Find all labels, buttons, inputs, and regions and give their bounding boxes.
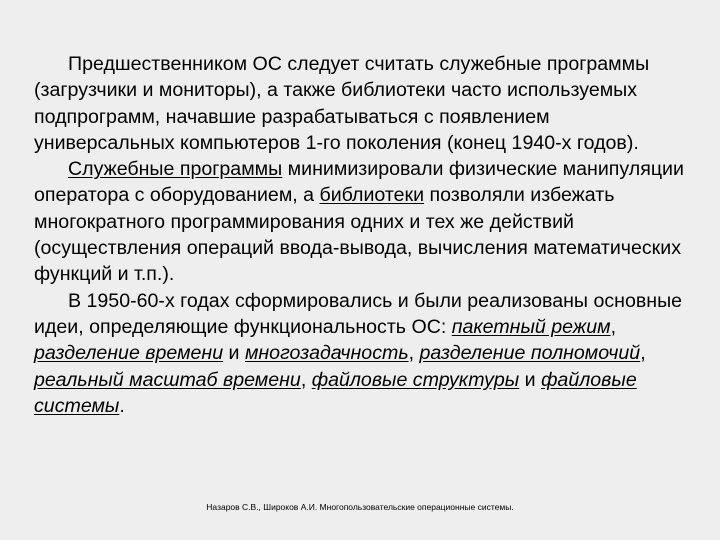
- term-file-structures: файловые структуры: [311, 368, 520, 391]
- paragraph-3: [34, 288, 694, 419]
- period: .: [119, 394, 125, 417]
- paragraph-2-text-2: позволяли избежать многократного программирования одних и тех же действий (осуществления операций ввода-вывода, вычисления математических функций и т.п.).: [34, 184, 681, 286]
- separator: ,: [610, 315, 617, 338]
- conjunction: и: [519, 368, 542, 391]
- paragraph-2-text-1: минимизировали физические манипуляции оператора с оборудованием, а: [34, 158, 684, 207]
- paragraph-3-text: В 1950-60-х годах сформировались и были реализованы основные идеи, определяющие функциональность ОС:: [34, 289, 683, 338]
- separator: ,: [300, 368, 312, 391]
- slide-body: [34, 51, 694, 419]
- separator: ,: [408, 342, 420, 365]
- term-privilege-separation: разделение полномочий: [419, 342, 641, 365]
- footer-citation: Назаров С.В., Широков А.И. Многопользовательские операционные системы.: [206, 502, 514, 512]
- paragraph-1: [34, 51, 694, 156]
- separator: ,: [640, 342, 646, 365]
- paragraph-2: [34, 156, 694, 287]
- term-libraries: библиотеки: [319, 184, 425, 207]
- term-file-systems: файловые системы: [34, 368, 637, 417]
- term-utility-programs: Служебные программы: [68, 158, 283, 181]
- term-real-time: реальный масштаб времени: [34, 368, 301, 391]
- term-multitasking: многозадачность: [244, 342, 409, 365]
- term-batch-mode: пакетный режим: [451, 315, 611, 338]
- term-time-sharing: разделение времени: [34, 342, 224, 365]
- conjunction: и: [223, 342, 245, 365]
- paragraph-1-text: Предшественником ОС следует считать служебные программы (загрузчики и мониторы), а также библиотеки часто используемых подпрограмм, начавшие разрабатываться с появлением универсальных компьютеров 1-го поколения (конец 1940-х годов).: [34, 53, 650, 154]
